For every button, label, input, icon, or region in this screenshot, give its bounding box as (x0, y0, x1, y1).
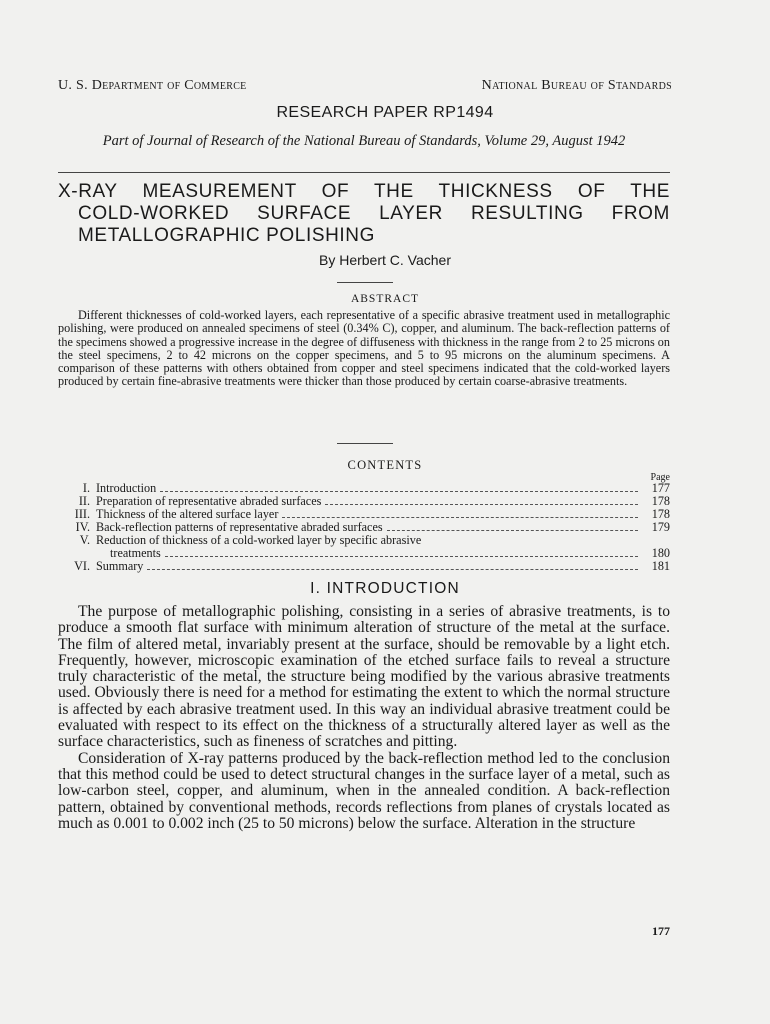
running-header (58, 78, 672, 94)
toc-page: 177 (651, 481, 670, 495)
contents-heading: CONTENTS (347, 458, 423, 472)
title-line-3: METALLOGRAPHIC POLISHING (78, 225, 375, 246)
toc-leader (282, 517, 638, 518)
research-paper-number: RESEARCH PAPER RP1494 (276, 104, 494, 121)
title-line-2: COLD-WORKED SURFACE LAYER RESULTING FROM (78, 203, 670, 224)
toc-title: Reduction of thickness of a cold-worked layer by specific abrasive (96, 533, 422, 547)
journal-citation: Part of Journal of Research of the National Bureau of Standards, Volume 29, August 1942 (102, 133, 626, 149)
toc-title: Preparation of representative abraded surfaces (96, 494, 322, 508)
toc-title: treatments (110, 545, 161, 560)
section-heading: I. INTRODUCTION (310, 580, 460, 597)
toc-title: Back-reflection patterns of representative abraded surfaces (96, 520, 383, 534)
toc-leader (325, 504, 638, 505)
toc-entry (58, 534, 670, 547)
toc-leader (165, 556, 638, 557)
header-department: U. S. Department of Commerce (58, 78, 247, 93)
toc-leader (160, 491, 638, 492)
paper-title (58, 181, 670, 247)
header-bureau: National Bureau of Standards (481, 78, 672, 93)
toc-number: II. (78, 494, 90, 508)
body-text (58, 604, 670, 832)
toc-page: 179 (651, 520, 670, 534)
toc-leader (147, 569, 638, 570)
abstract-heading: ABSTRACT (350, 293, 420, 305)
toc-number: III. (74, 507, 90, 521)
toc-title: Introduction (96, 481, 157, 495)
paragraph: The purpose of metallographic polishing, consisting in a series of abrasive treatments, is to produce a smooth flat surface with minimum alteration of structure of the metal at the surface. The film of altered metal, invariably present at the surface, should be removable by a light etch. Frequently, however, microscopic examination of the etched surface fails to reveal a structure truly characteristic of the metal, the structure being modified by the various abrasive treatments used. Obviously there is need for a method for estimating the extent to which the normal structure is affected by each abrasive treatment used. In this way an individual abrasive treatment could be evaluated with respect to its effect on the thickness of a structurally altered layer as well as the surface characteristics, such as fineness of scratches and pitting. (58, 603, 670, 751)
toc-number: VI. (74, 558, 90, 573)
page-number: 177 (652, 924, 670, 938)
abstract-text: Different thicknesses of cold-worked layers, each representative of a specific abrasive treatment used in metallographic polishing, were produced on annealed specimens of steel (0.34% C), copper, and aluminum. The back-reflection patterns of the specimens showed a progressive increase in the degree of diffuseness with thickness in the range from 2 to 25 microns on the steel specimens, 2 to 42 microns on the copper specimens, and 5 to 95 microns on the aluminum specimens. A comparison of these patterns with others obtained from copper and steel specimens indicated that the cold-worked layers produced by certain fine-abrasive treatments were thicker than those produced by certain coarse-abrasive treatments. (58, 308, 670, 389)
toc-title: Thickness of the altered surface layer (96, 507, 279, 521)
toc-entry-continued (58, 547, 670, 560)
paragraph: Consideration of X-ray patterns produced by the back-reflection method led to the conclusion that this method could be used to detect structural changes in the surface layer of a metal, such as low-carbon steel, copper, and aluminum, when in the annealed condition. A back-reflection pattern, obtained by conventional methods, records reflections from planes of crystals located as much as 0.001 to 0.002 inch (25 to 50 microns) below the surface. Alteration in the structure (58, 749, 670, 832)
top-rule (58, 172, 670, 173)
table-of-contents (58, 482, 670, 573)
author-rule (337, 282, 393, 283)
abstract-rule (337, 443, 393, 444)
toc-page: 178 (651, 507, 670, 521)
toc-entry (58, 560, 670, 573)
author-line: By Herbert C. Vacher (318, 252, 451, 268)
toc-number: V. (79, 533, 90, 547)
toc-number: I. (82, 481, 90, 495)
toc-page: 180 (651, 545, 670, 560)
toc-title: Summary (96, 558, 144, 573)
toc-page: 178 (651, 494, 670, 508)
toc-page: 181 (651, 558, 670, 573)
title-line-1: X-RAY MEASUREMENT OF THE THICKNESS OF THE (58, 181, 670, 202)
toc-number: IV. (75, 520, 90, 534)
contents-page-label: Page (650, 472, 670, 483)
toc-leader (387, 530, 638, 531)
